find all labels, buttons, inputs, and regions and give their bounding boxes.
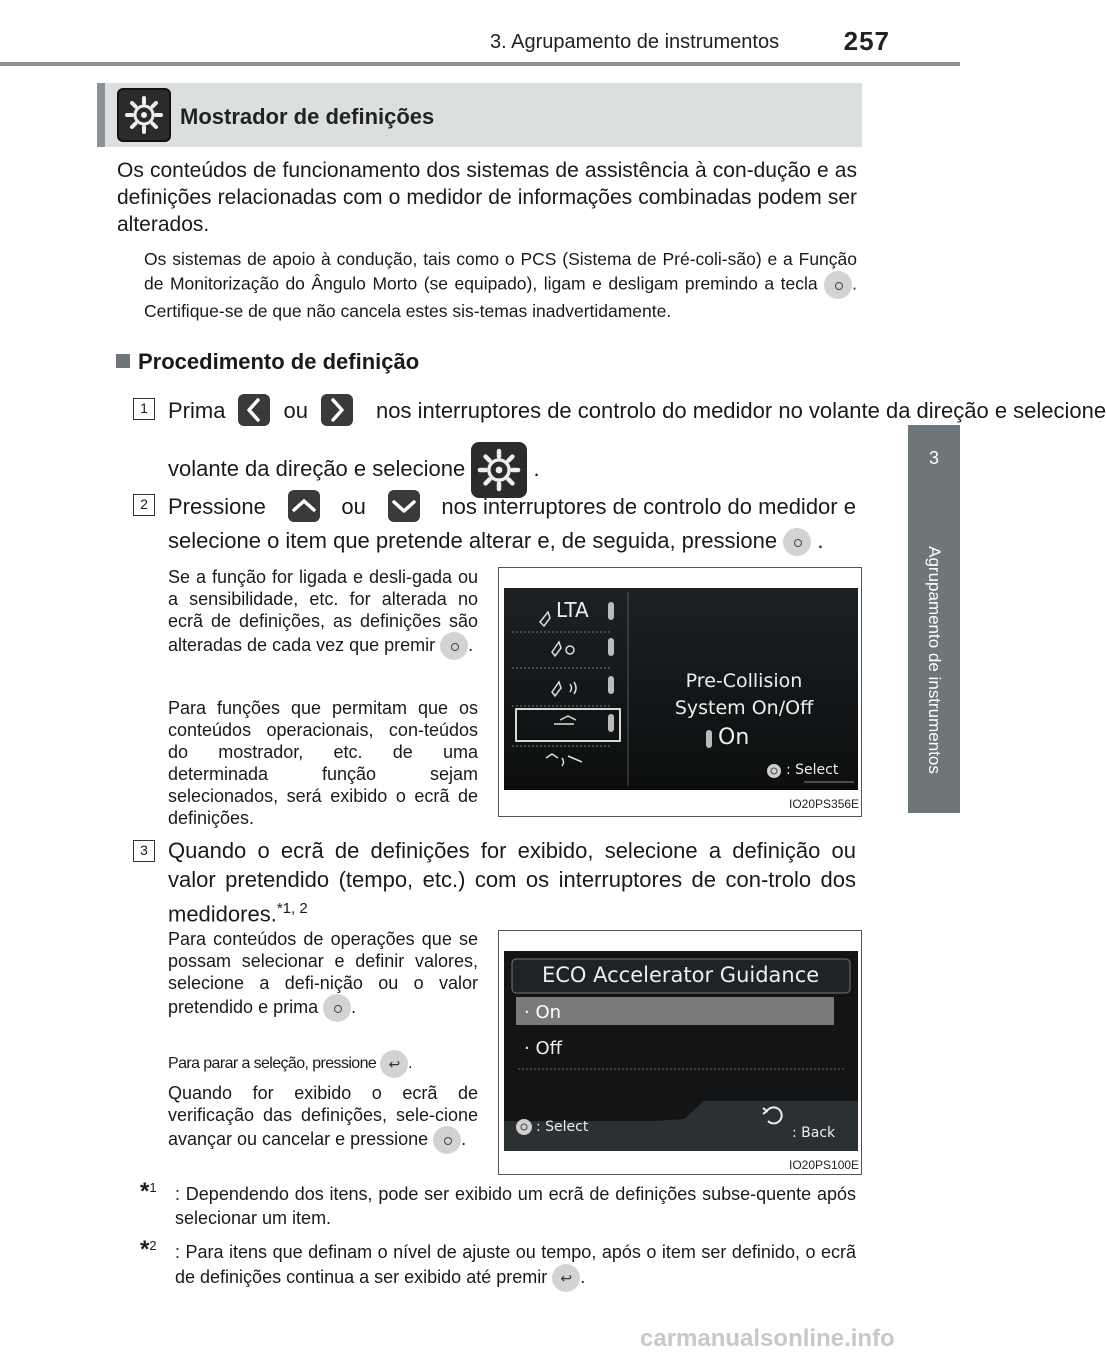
- chevron-left-icon: [238, 394, 270, 426]
- watermark: carmanualsonline.info: [640, 1325, 895, 1352]
- back-arrow-icon: ↩: [380, 1050, 408, 1078]
- screen-title: ECO Accelerator Guidance: [542, 963, 820, 987]
- bullet-square: [116, 354, 130, 368]
- menu-item-lta: LTA: [556, 598, 589, 622]
- gear-icon: [117, 88, 171, 142]
- step-2-detail-1: Se a função for ligada e desli-gada ou a sensibilidade, etc. for alterada no ecrã de definições, as definições são alteradas de cada vez que premir .: [168, 566, 478, 660]
- footnote-1: *$^1$ : Dependendo dos itens, pode ser exibido um ecrã de definições subse-quente após selecionar um item.: [140, 1178, 856, 1228]
- step-number-1: 1: [133, 398, 155, 420]
- chapter-label: Agrupamento de instrumentos: [925, 546, 944, 774]
- header-divider: [0, 62, 960, 66]
- back-arrow-icon: ↩: [552, 1264, 580, 1292]
- screen-state: On: [718, 725, 750, 750]
- select-hint: : Select: [536, 1119, 589, 1135]
- option-on: · On: [524, 1002, 562, 1023]
- step-number-2: 2: [133, 494, 155, 516]
- meter-screen: [504, 588, 858, 790]
- step-1-text-line2: volante da direção e selecione .: [168, 442, 568, 498]
- chevron-up-icon: [288, 490, 320, 522]
- figure-eco-guidance: [498, 930, 862, 1175]
- chapter-number: 3: [928, 448, 939, 468]
- figure-code: IO20PS356E: [789, 797, 860, 811]
- screen-title: Pre-Collision System On/Off: [674, 670, 814, 719]
- meter-screen: [504, 951, 858, 1151]
- intro-note: [144, 247, 857, 323]
- ok-button-icon: [433, 1126, 461, 1154]
- section-heading: Mostrador de definições: [180, 104, 435, 129]
- section-title: 3. Agrupamento de instrumentos: [490, 31, 780, 53]
- chevron-down-icon: [388, 490, 420, 522]
- step-1-text: Prima ou nos interruptores de controlo do medidor no volante da direção e selecione: [168, 394, 856, 426]
- ok-button-icon: [824, 271, 852, 299]
- note-text-a: Os sistemas de apoio à condução, tais como o PCS (Sistema de Pré-coli-são) e a Função de Monitorização do Ângulo Morto (se equipado), ligam e desligam premindo a tecla: [144, 249, 857, 294]
- page-number: 257: [843, 26, 890, 56]
- step-3-detail-1: Para conteúdos de operações que se possam selecionar e definir valores, selecione a defi-nição ou o valor pretendido e prima .: [168, 928, 478, 1022]
- step-3-detail-3: Quando for exibido o ecrã de verificação das definições, sele-cione avançar ou cancelar e pressione .: [168, 1082, 478, 1154]
- option-off: · Off: [524, 1038, 563, 1059]
- note-text-b: . Certifique-se de que não cancela estes sis-temas inadvertidamente.: [144, 273, 857, 321]
- select-hint: : Select: [786, 762, 839, 778]
- intro-paragraph: Os conteúdos de funcionamento dos sistemas de assistência à con-dução e as definições relacionadas com o medidor de informações combinadas podem ser alterados.: [117, 159, 857, 236]
- ok-button-icon: [323, 994, 351, 1022]
- footnote-2: *$^2$ : Para itens que definam o nível de ajuste ou tempo, após o item ser definido, o ecrã de definições continua a ser exibido até premir ↩ .: [140, 1240, 856, 1292]
- step-3-text: Quando o ecrã de definições for exibido, selecione a definição ou valor pretendido (tempo, etc.) com os interruptores de con-trolo dos medidores.$^{*1, 2}$: [168, 838, 856, 927]
- step-3-detail-2: Para parar a seleção, pressione ↩ .: [168, 1050, 478, 1078]
- figure-code: IO20PS100E: [789, 1158, 860, 1172]
- ok-button-icon: [440, 632, 468, 660]
- step-2-detail-2: Para funções que permitam que os conteúdos operacionais, con-teúdos do mostrador, etc. de uma determinada função sejam selecionados, será exibido o ecrã de definições.: [168, 698, 478, 828]
- procedure-heading: Procedimento de definição: [116, 349, 419, 375]
- step-number-3: 3: [133, 840, 155, 862]
- step-2-line2: selecione o item que pretende alterar e, de seguida, pressione .: [168, 526, 868, 556]
- back-hint: : Back: [792, 1125, 836, 1141]
- ok-button-icon: [783, 528, 811, 556]
- figure-pcs-settings: [498, 567, 862, 817]
- step-2-line1: Pressione ou nos interruptores de controlo do medidor e: [168, 490, 856, 522]
- chevron-right-icon: [321, 394, 353, 426]
